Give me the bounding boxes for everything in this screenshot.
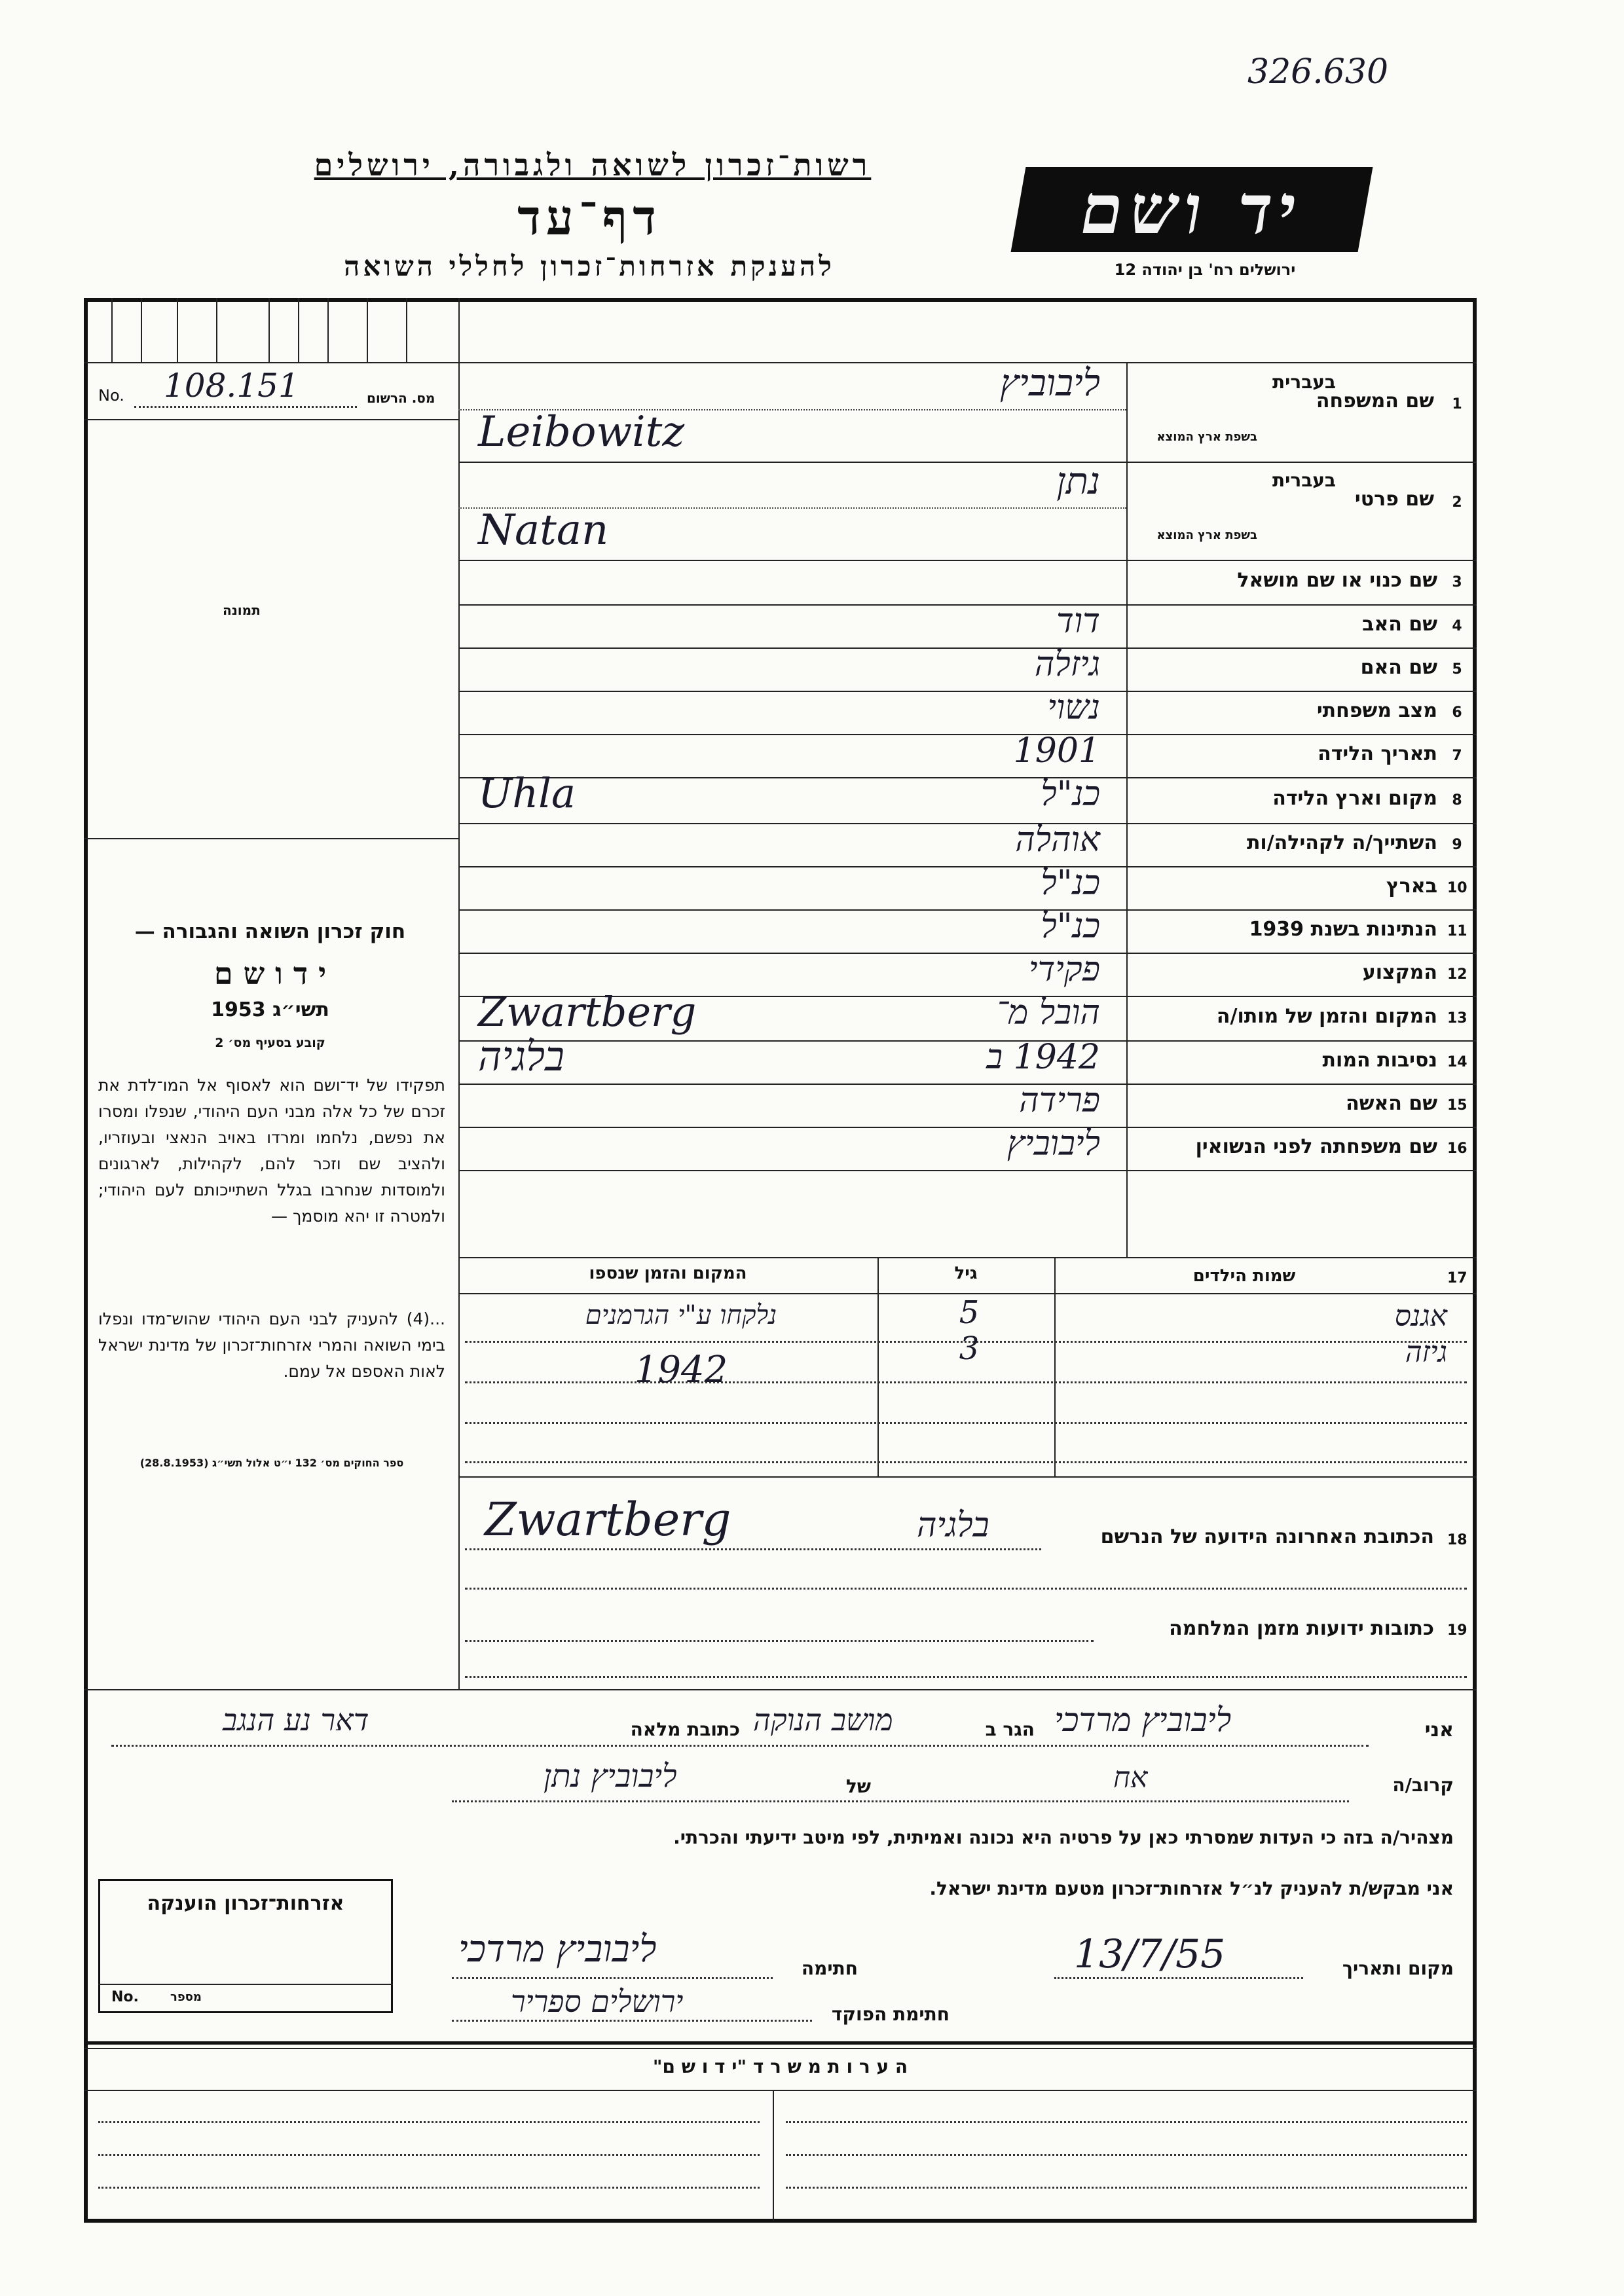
declarant-relation: אח: [1113, 1761, 1148, 1795]
field-value-hebrew-1: ליבוביץ: [999, 362, 1100, 405]
registration-no-label: No.: [98, 386, 124, 405]
field-number-2: 2: [1452, 494, 1462, 511]
field-label-2: שם פרטי: [1354, 488, 1434, 511]
child-age: 3: [959, 1330, 980, 1367]
declaration-lives-in: הגר ב: [985, 1719, 1035, 1740]
officer-signature-label: חתימת הפוקד: [831, 2003, 950, 2025]
children-age-header: גיל: [954, 1264, 978, 1283]
last-address-country: בלגיה: [917, 1506, 989, 1545]
law-text-purpose: תפקידו של יד־ושם הוא לאסוף אל המו־לדת את זכרם של כל אלה מבני העם היהודי, שנפלו ומסרו את נפשם, נלחמו ומרדו באויב הנאצי ובעוזריו, ולהציב שם וזכר להם, לקהילות, לארגונים ולמוסדות שנחרבו בגלל השתייכותם לעם היהודי; ולמטרה זו יהא מוסמך —: [98, 1076, 445, 1226]
field-label-11: הנתינות בשנת 1939: [1249, 918, 1437, 941]
form-subtitle: להענקת אזרחות־זכרון לחללי השואה: [344, 250, 835, 282]
authority-name: רשות־זכרון לשואה ולגבורה, ירושלים: [314, 147, 872, 183]
field-value-origin-2: Natan: [478, 506, 609, 555]
field-value-9: אוהלה: [1015, 820, 1100, 860]
wartime-addresses-label: כתובות ידועות מזמן המלחמה: [1169, 1617, 1434, 1640]
field-number-16: 16: [1447, 1140, 1467, 1157]
child-place-time: נלקחו ע"י הגרמנים: [585, 1300, 777, 1330]
citizenship-granted-title: אזרחות־זכרון הוענקה: [147, 1892, 344, 1915]
declarant-place: מושב הנוקה: [753, 1702, 893, 1738]
field-value-5: גיזלה: [1034, 645, 1100, 684]
children-place-header: המקום והזמן שנספו: [589, 1264, 747, 1283]
signature-label: חתימה: [801, 1958, 858, 1979]
registration-no-value: 108.151: [164, 367, 299, 405]
field-value-8: כנ"ל: [1041, 774, 1100, 814]
field-value-hebrew-2: נתן: [1056, 460, 1100, 503]
signature-value: ליבוביץ מרדכי: [458, 1928, 657, 1971]
archive-number: 326.630: [1247, 52, 1389, 92]
field-value-4: דוד: [1056, 602, 1100, 641]
field-label-5: שם האם: [1360, 656, 1437, 679]
law-text-citizenship: ...(4) להעניק לבני העם היהודי שהוש־מדו ונפלו בימי השואה והמרי אזרחות־זכרון של מדינת ישראל לאות האספם אל עמם.: [98, 1309, 445, 1381]
field-label-12: המקצוע: [1362, 961, 1437, 984]
field-number-7: 7: [1452, 748, 1462, 764]
field-sub-origin-1: בשפת ארץ המוצא: [1156, 430, 1257, 444]
field-number-12: 12: [1447, 966, 1467, 983]
field-number-1: 1: [1452, 396, 1462, 412]
field-number-3: 3: [1452, 574, 1462, 591]
child-name: אגנס: [1394, 1300, 1447, 1333]
field-value-11: כנ"ל: [1041, 907, 1100, 946]
field-value-7: 1901: [1013, 731, 1100, 771]
law-statute: ספר החוקים מס׳ 132 י״ט אלול תשי״ג (28.8.1953): [139, 1457, 404, 1469]
declaration-statement: מצהיר/ה בזה כי העדות שמסרתי כאן על פרטיה היא נכונה ואמיתית, לפי מיטב ידיעתי והכרתי.: [673, 1827, 1454, 1848]
field-label-3: שם כנוי או שם מושאל: [1237, 569, 1437, 592]
declaration-of-label: של: [845, 1776, 871, 1797]
field-value-origin-1: Leibowitz: [478, 408, 685, 456]
declarant-name: ליבוביץ מרדכי: [1054, 1701, 1232, 1739]
logo-address: ירושלים רח' בן יהודה 12: [1114, 261, 1296, 279]
field-label-10: בארץ: [1386, 875, 1437, 898]
field-number-8: 8: [1452, 792, 1462, 809]
declarant-address: דאר נע הנגב: [223, 1702, 369, 1738]
place-date-label: מקום ותאריך: [1342, 1958, 1454, 1979]
field-label-8: מקום וארץ הלידה: [1272, 787, 1437, 810]
declaration-full-address-label: כתובת מלאה: [630, 1719, 740, 1740]
field-label-16: שם משפחתה לפני הנשואין: [1195, 1135, 1437, 1158]
field-label-4: שם האב: [1362, 613, 1437, 636]
field-number-4: 4: [1452, 618, 1462, 634]
field-value-12: פקידי: [1028, 950, 1100, 989]
field-sub-hebrew-2: בעברית: [1272, 469, 1336, 491]
field-sub-hebrew-1: בעברית: [1272, 371, 1336, 393]
last-address-label: הכתובת האחרונה הידועה של הנרשם: [1100, 1525, 1434, 1548]
field-label-9: השתייך/ה לקהילה/ות: [1246, 831, 1437, 854]
declaration-victim-name: ליבוביץ נתן: [544, 1758, 677, 1795]
field-number-5: 5: [1452, 661, 1462, 678]
form-title: דף־עד: [517, 190, 661, 246]
place-date-value: 13/7/55: [1074, 1931, 1226, 1977]
declaration-relative-label: קרוב/ה: [1392, 1774, 1454, 1796]
field-label-14: נסיבות המות: [1322, 1049, 1437, 1072]
child-age: 5: [959, 1294, 980, 1331]
law-name: י ד ו ש ם: [213, 956, 327, 991]
children-names-header: שמות הילדים: [1192, 1266, 1296, 1286]
field-number-19: 19: [1447, 1622, 1467, 1639]
field-label-15: שם האשה: [1346, 1092, 1437, 1115]
law-clause: קובע בסעיף מס׳ 2: [215, 1036, 325, 1050]
law-title: חוק זכרון השואה והגבורה —: [134, 920, 406, 943]
field-value-16: ליבוביץ: [1006, 1124, 1100, 1163]
law-year: תשי״ג 1953: [211, 998, 329, 1021]
field-value-15: פרידה: [1019, 1081, 1100, 1120]
granted-no-hebrew: מספר: [170, 1990, 202, 2004]
field-number-14: 14: [1447, 1054, 1467, 1070]
field-label-6: מצב משפחתי: [1316, 699, 1437, 722]
field-number-13: 13: [1447, 1010, 1467, 1027]
child-name: גיזה: [1405, 1336, 1447, 1369]
last-address-value: Zwartberg: [485, 1493, 731, 1546]
field-value-latin-13: Zwartberg: [478, 988, 697, 1036]
field-number-17: 17: [1447, 1270, 1467, 1286]
field-number-10: 10: [1447, 880, 1467, 896]
declaration-i: אני: [1424, 1719, 1454, 1741]
officer-signature-value: ירושלים ספריר: [511, 1984, 684, 2019]
photo-label: תמונה: [223, 602, 261, 618]
field-value-13: הובל מ־: [995, 993, 1100, 1032]
field-value-6: נשוי: [1047, 688, 1100, 727]
declaration-request: אני מבקש/ת להעניק לנ״ל אזרחות־זכרון מטעם מדינת ישראל.: [929, 1878, 1454, 1899]
field-number-6: 6: [1452, 704, 1462, 721]
field-value-latin-8: Uhla: [478, 769, 576, 817]
field-value-10: כנ"ל: [1041, 864, 1100, 903]
field-value-14: 1942 ב: [986, 1038, 1100, 1077]
granted-no-label: No.: [111, 1989, 139, 2005]
field-number-15: 15: [1447, 1097, 1467, 1114]
field-number-9: 9: [1452, 837, 1462, 853]
field-sub-origin-2: בשפת ארץ המוצא: [1156, 528, 1257, 542]
field-label-7: תאריך הלידה: [1318, 742, 1437, 765]
field-label-1: שם המשפחה: [1316, 390, 1434, 412]
field-value-latin-14: בלגיה: [478, 1032, 564, 1080]
field-number-11: 11: [1447, 923, 1467, 939]
registration-no-hebrew: מס. הרשום: [367, 390, 435, 406]
field-number-18: 18: [1447, 1532, 1467, 1548]
child-place-time: 1942: [634, 1349, 728, 1391]
field-label-13: המקום והזמן של מותו/ה: [1216, 1005, 1437, 1028]
yad-vashem-logo: יד ושם: [1011, 167, 1373, 252]
office-remarks-title: ה ע ר ו ת מ ש ר ד "י ד ו ש ם": [652, 2056, 908, 2077]
